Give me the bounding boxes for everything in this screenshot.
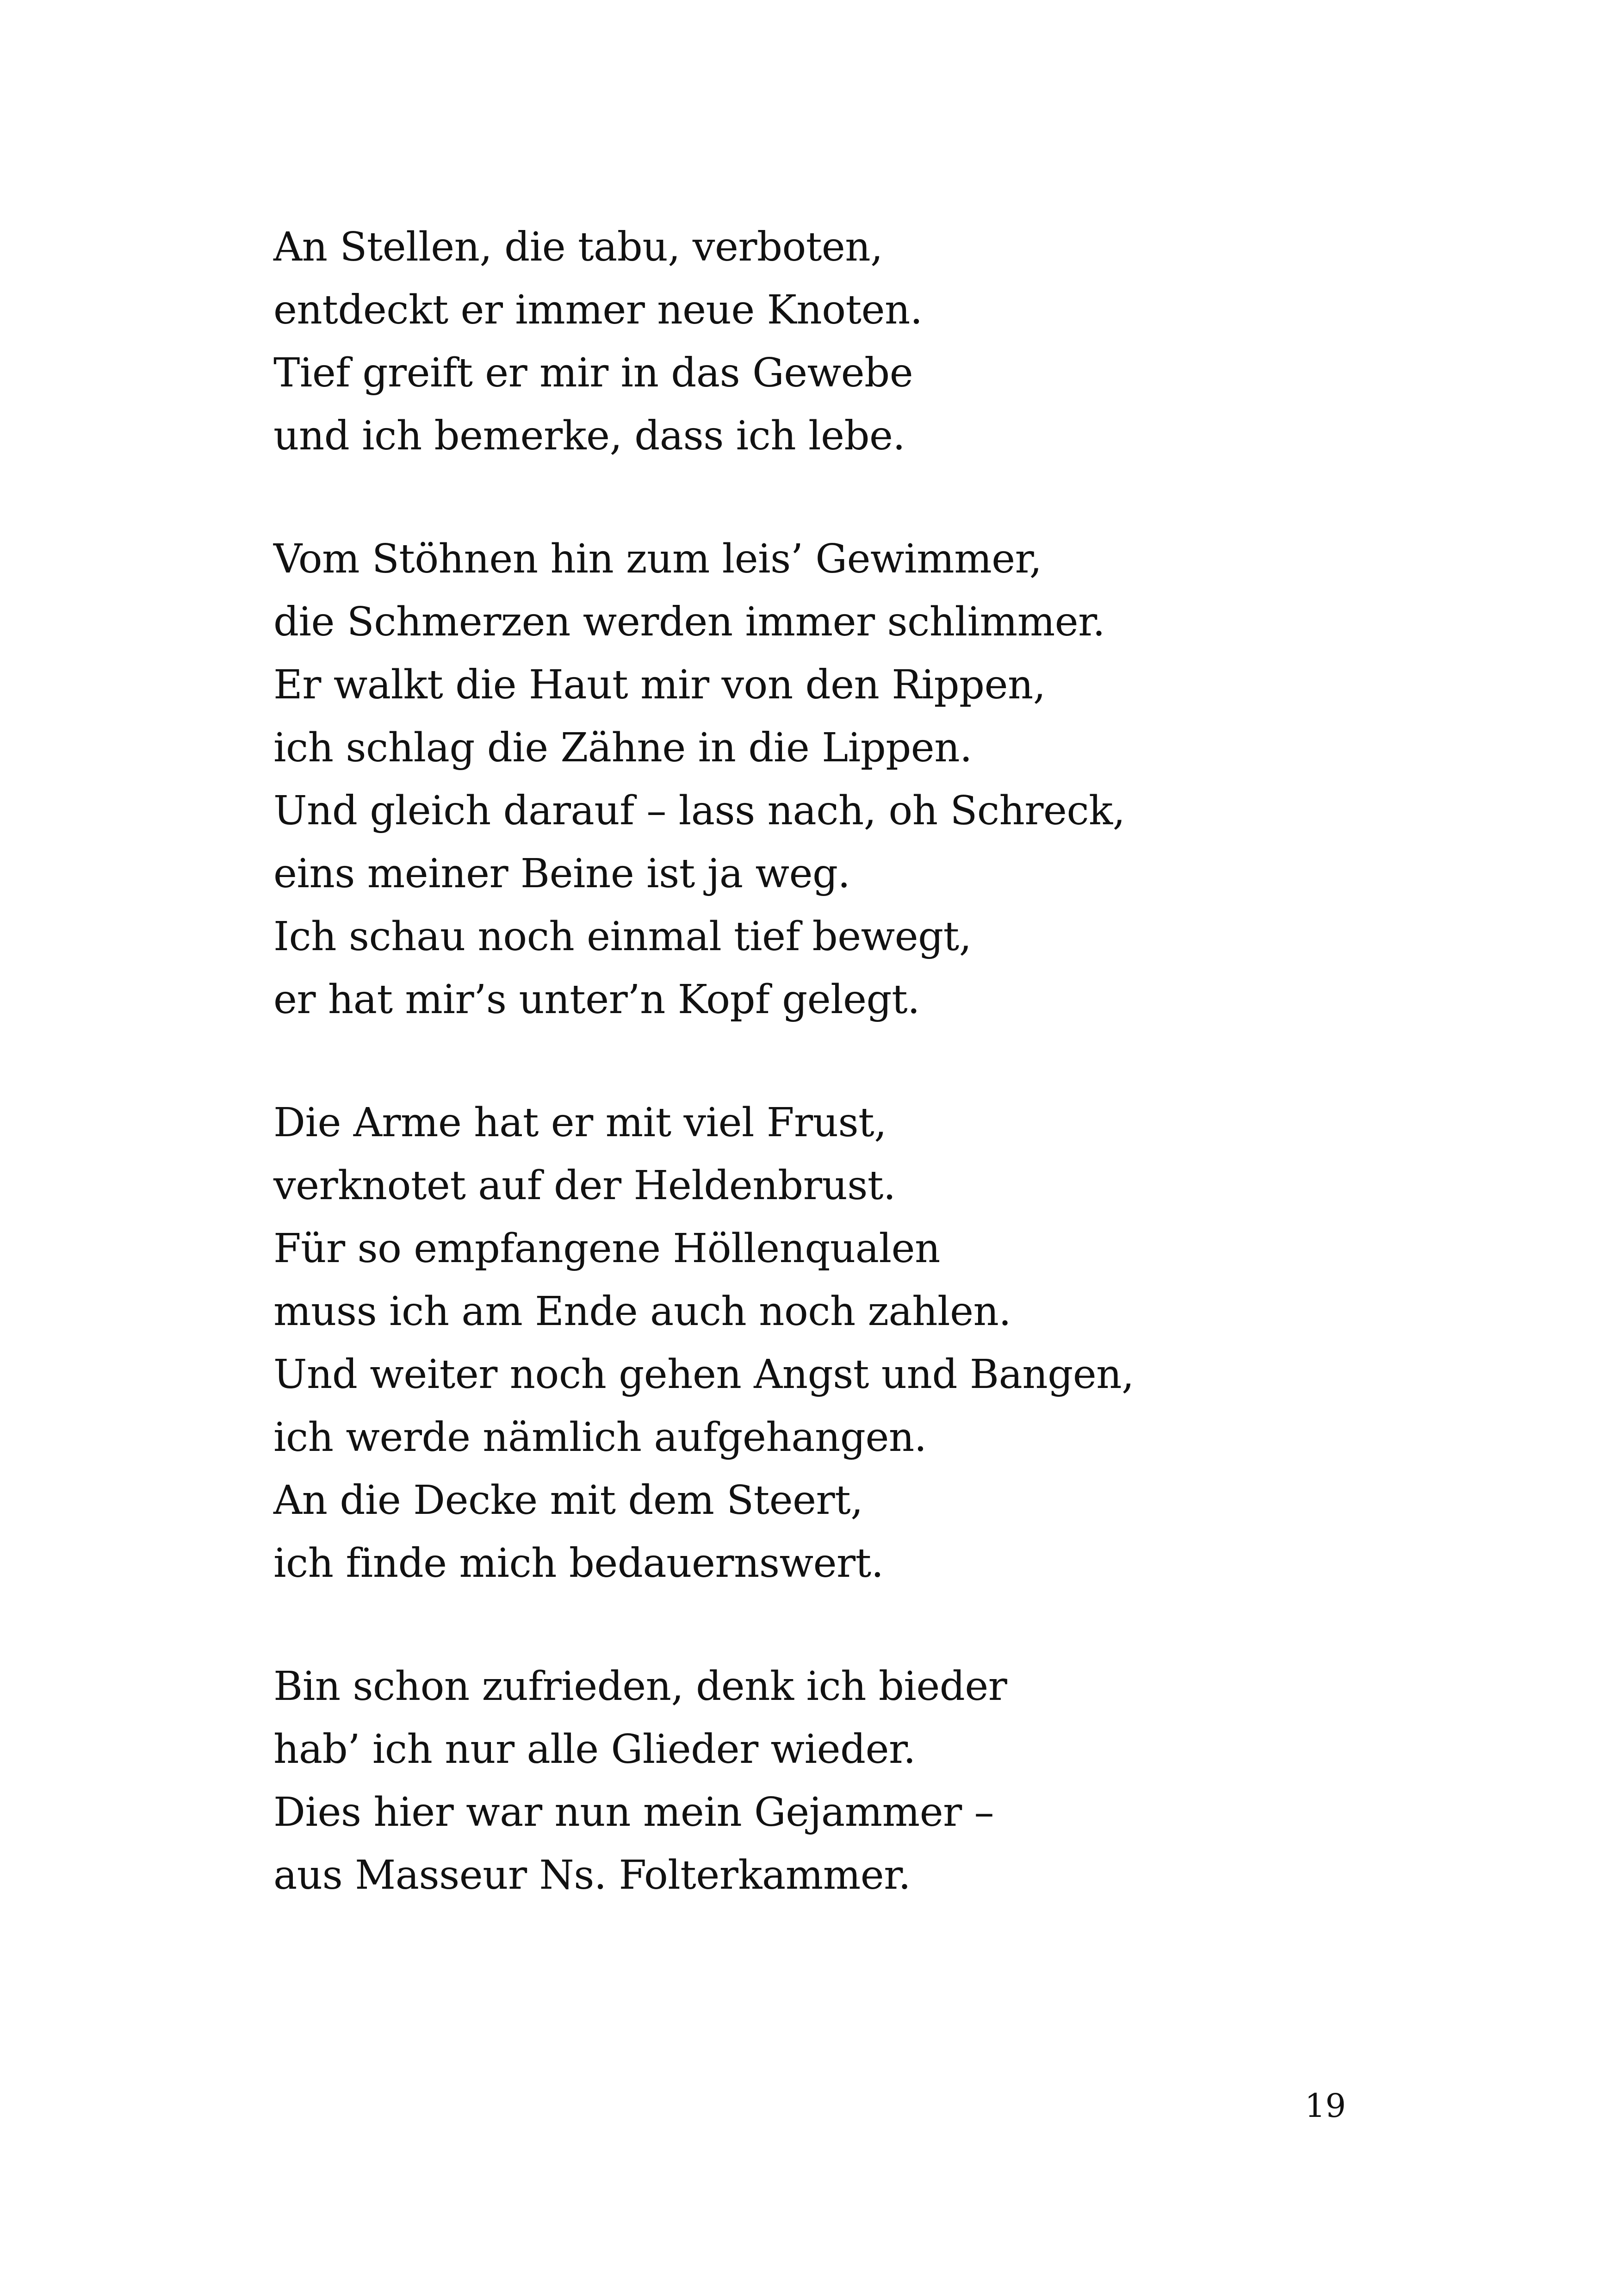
poem-line: Die Arme hat er mit viel Frust,: [273, 1100, 887, 1146]
poem-line: Ich schau noch einmal tief bewegt,: [273, 914, 972, 960]
poem-line: Er walkt die Haut mir von den Rippen,: [273, 662, 1046, 708]
poem-line: ich finde mich bedauernswert.: [273, 1540, 884, 1587]
poem-line: ich werde nämlich aufgehangen.: [273, 1414, 927, 1461]
poem-line: Und weiter noch gehen Angst und Bangen,: [273, 1351, 1134, 1398]
stanza-1: [273, 216, 1430, 467]
poem-line: verknotet auf der Heldenbrust.: [273, 1163, 896, 1209]
poem-line: Bin schon zufrieden, denk ich bieder: [273, 1663, 1007, 1710]
poem-line: Tief greift er mir in das Gewebe: [273, 350, 913, 396]
poem-line: und ich bemerke, dass ich lebe.: [273, 413, 905, 459]
stanza-2: [273, 528, 1430, 1031]
poem-line: Und gleich darauf – lass nach, oh Schreck,: [273, 788, 1125, 834]
page-number: 19: [1305, 2087, 1346, 2125]
poem-line: Für so empfangene Höllenqualen: [273, 1226, 940, 1272]
poem-line: er hat mir’s unter’n Kopf gelegt.: [273, 977, 920, 1023]
poem-line: An die Decke mit dem Steert,: [273, 1477, 863, 1524]
stanza-3: [273, 1091, 1430, 1595]
stanza-4: [273, 1655, 1430, 1907]
poem-line: Dies hier war nun mein Gejammer –: [273, 1789, 994, 1836]
poem-line: aus Masseur Ns. Folterkammer.: [273, 1852, 911, 1898]
poem-line: die Schmerzen werden immer schlimmer.: [273, 599, 1105, 645]
poem-line: Vom Stöhnen hin zum leis’ Gewimmer,: [273, 536, 1042, 582]
poem-line: hab’ ich nur alle Glieder wieder.: [273, 1726, 916, 1773]
poem: [273, 216, 1430, 1967]
poem-line: muss ich am Ende auch noch zahlen.: [273, 1288, 1011, 1335]
poem-line: entdeckt er immer neue Knoten.: [273, 287, 923, 333]
poem-line: An Stellen, die tabu, verboten,: [273, 224, 883, 270]
poem-line: ich schlag die Zähne in die Lippen.: [273, 725, 972, 771]
poem-line: eins meiner Beine ist ja weg.: [273, 851, 850, 897]
